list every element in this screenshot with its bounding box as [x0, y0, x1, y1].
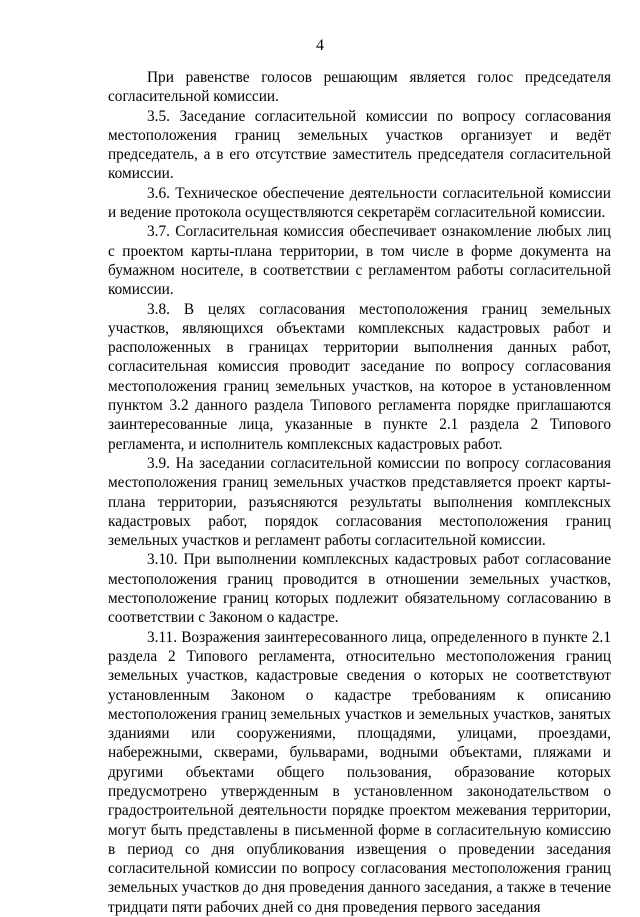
paragraph-3-8: 3.8. В целях согласования местоположения границ земельных участков, являющихся объектами комплексных кадастровых работ и расположенных в границах территории выполнения данных работ, согласительная комиссия проводит заседание по вопросу согласования местоположения границ земельных участков, на которое в установленном пунктом 3.2 данного раздела Типового регламента порядке приглашаются заинтересованные лица, указанные в пункте 2.1 раздела 2 Типового регламента, и исполнитель комплексных кадастровых работ. — [108, 300, 611, 453]
paragraph-3-6: 3.6. Техническое обеспечение деятельности согласительной комиссии и ведение протокола осуществляются секретарём согласительной комиссии. — [108, 184, 611, 222]
paragraph-3-10: 3.10. При выполнении комплексных кадастровых работ согласование местоположения границ проводится в отношении земельных участков, местоположение границ которых подлежит обязательному согласованию в соответствии с Законом о кадастре. — [108, 551, 611, 627]
paragraph-3-7: 3.7. Согласительная комиссия обеспечивает ознакомление любых лиц с проектом карты-плана территории, в том числе в форме документа на бумажном носителе, в соответствии с регламентом работы согласительной комиссии. — [108, 223, 611, 299]
document-body — [108, 68, 611, 917]
page-number: 4 — [316, 37, 324, 54]
paragraph: При равенстве голосов решающим является голос председателя согласительной комиссии. — [108, 69, 611, 106]
paragraph-3-11: 3.11. Возражения заинтересованного лица, определенного в пункте 2.1 раздела 2 Типового регламента, относительно местоположения границ земельных участков, кадастровые сведения о которых не соответствуют установленным Законом о кадастре требованиям к описанию местоположения границ земельных участков и земельных участков, занятых зданиями или сооружениями, площадями, улицами, проездами, набережными, скверами, бульварами, водными объектами, пляжами и другими объектами общего пользования, образование которых предусмотрено утвержденным в установленном законодательством о градостроительной деятельности порядке проектом межевания территории, могут быть представлены в письменной форме в согласительную комиссию в период со дня опубликования извещения о проведении заседания согласительной комиссии по вопросу согласования местоположения границ земельных участков до дня проведения данного заседания, а также в течение тридцати пяти рабочих дней со дня проведения первого заседания — [108, 628, 611, 916]
paragraph-3-5: 3.5. Заседание согласительной комиссии по вопросу согласования местоположения границ земельных участков организует и ведёт председатель, а в его отсутствие заместитель председателя согласительной комиссии. — [108, 107, 611, 183]
paragraph-3-9: 3.9. На заседании согласительной комиссии по вопросу согласования местоположения границ земельных участков представляется проект карты-плана территории, разъясняются результаты выполнения комплексных кадастровых работ, порядок согласования местоположения границ земельных участков и регламент работы согласительной комиссии. — [108, 454, 611, 550]
